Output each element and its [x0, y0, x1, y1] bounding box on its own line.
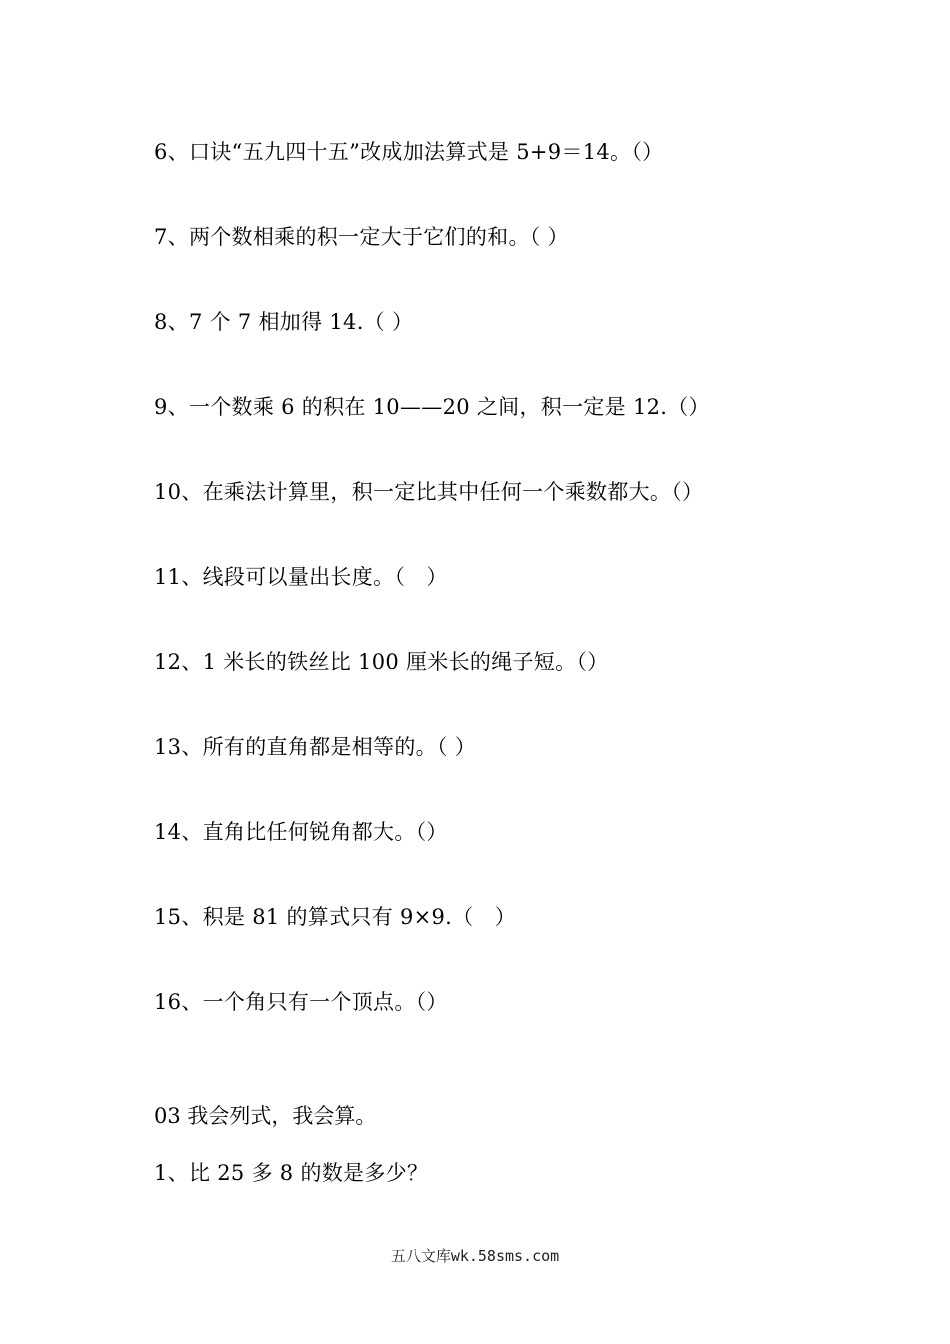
question-6: 6、口诀“五九四十五”改成加法算式是 5+9＝14。（） — [154, 140, 664, 164]
question-15: 15、积是 81 的算式只有 9×9.（ ） — [154, 905, 517, 929]
question-12: 12、1 米长的铁丝比 100 厘米长的绳子短。（） — [154, 650, 609, 674]
section-title: 03 我会列式，我会算。 — [154, 1104, 377, 1128]
section-question-1: 1、比 25 多 8 的数是多少？ — [154, 1161, 429, 1185]
question-9: 9、一个数乘 6 的积在 10——20 之间，积一定是 12.（） — [154, 395, 710, 419]
question-8: 8、7 个 7 相加得 14.（ ） — [154, 310, 414, 334]
footer-watermark: 五八文库wk.58sms.com — [390, 1247, 560, 1265]
question-7: 7、两个数相乘的积一定大于它们的和。（ ） — [154, 225, 569, 249]
question-13: 13、所有的直角都是相等的。（ ） — [154, 735, 476, 759]
question-10: 10、在乘法计算里，积一定比其中任何一个乘数都大。（） — [154, 480, 704, 504]
question-11: 11、线段可以量出长度。（ ） — [154, 565, 448, 589]
question-14: 14、直角比任何锐角都大。（） — [154, 820, 448, 844]
question-16: 16、一个角只有一个顶点。（） — [154, 990, 448, 1014]
